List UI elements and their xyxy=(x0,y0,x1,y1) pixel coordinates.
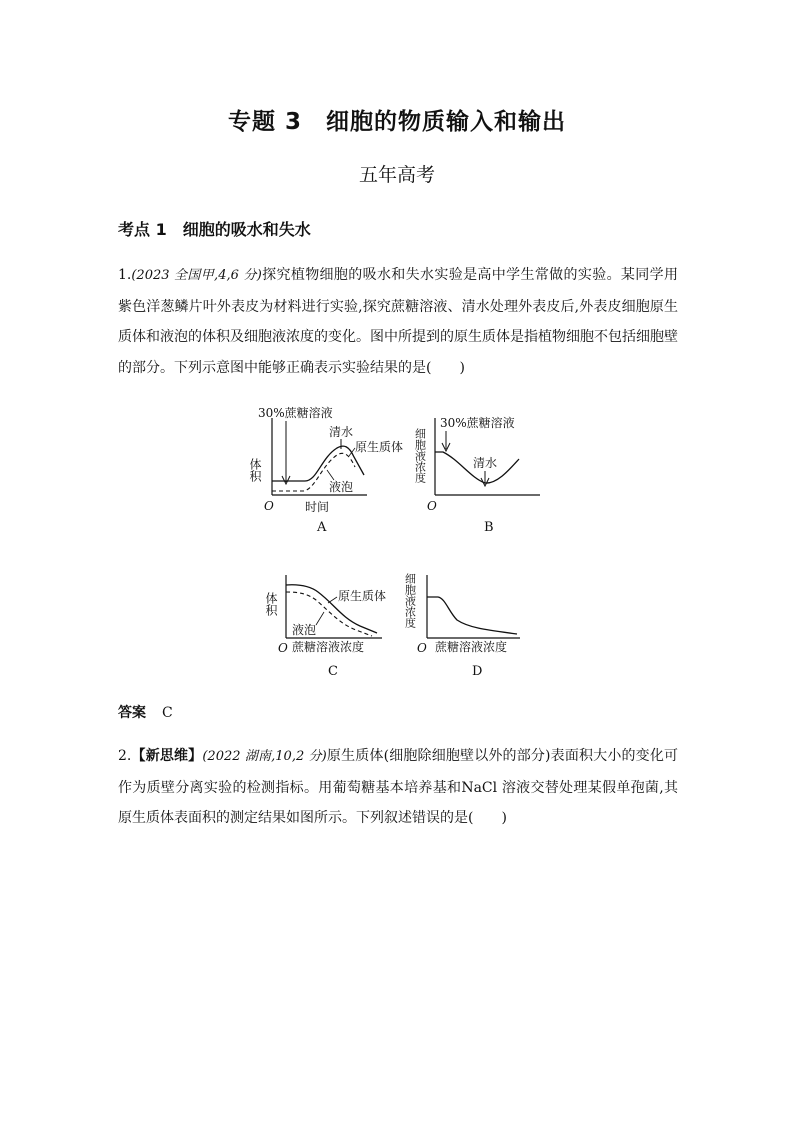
figure-b xyxy=(415,400,550,540)
figure-d-xlabel: 蔗糖溶液浓度 xyxy=(435,640,508,654)
question-2 xyxy=(118,741,678,834)
figure-b-label: B xyxy=(484,520,494,535)
figure-b-origin: O xyxy=(427,499,437,513)
figure-c-xlabel: 蔗糖溶液浓度 xyxy=(292,640,365,654)
figure-a-origin: O xyxy=(264,499,274,513)
section-heading: 考点 1 细胞的吸水和失水 xyxy=(118,220,311,239)
question-1-source: (2023 全国甲,4,6 分) xyxy=(131,268,262,283)
question-2-number: 2. xyxy=(118,748,132,764)
answer-1 xyxy=(118,702,173,722)
figure-d-label: D xyxy=(472,664,483,679)
figure-c-label: C xyxy=(328,664,338,679)
figure-a-sucrose-annotation: 30%蔗糖溶液 xyxy=(258,406,333,420)
figure-b-water-annotation: 清水 xyxy=(473,456,498,470)
figure-c-vacuole-label: 液泡 xyxy=(292,623,317,637)
question-2-tag: 【新思维】 xyxy=(131,748,203,764)
figure-c-origin: O xyxy=(278,641,288,655)
answer-1-label: 答案 xyxy=(118,705,146,721)
figure-a xyxy=(245,400,420,540)
figure-a-xlabel: 时间 xyxy=(305,500,330,514)
question-2-text: 原生质体(细胞除细胞壁以外的部分)表面积大小的变化可作为质壁分离实验的检测指标。用葡萄糖基本培养基和NaCl 溶液交替处理某假单孢菌,其原生质体表面积的测定结果如图所示。下列叙述错误的是( ) xyxy=(118,748,678,826)
question-1-text: 探究植物细胞的吸水和失水实验是高中学生常做的实验。某同学用紫色洋葱鳞片叶外表皮为材料进行实验,探究蔗糖溶液、清水处理外表皮后,外表皮细胞原生质体和液泡的体积及细胞液浓度的变化。图中所提到的原生质体是指植物细胞不包括细胞壁的部分。下列示意图中能够正确表示实验结果的是( ) xyxy=(118,267,678,376)
figure-a-label: A xyxy=(317,520,327,535)
figure-b-sucrose-annotation: 30%蔗糖溶液 xyxy=(440,416,515,430)
figure-a-ylabel: 体积 xyxy=(248,458,262,482)
figure-d xyxy=(405,570,535,682)
figure-a-vacuole-label: 液泡 xyxy=(329,480,354,494)
figure-c xyxy=(260,570,420,682)
figure-a-water-annotation: 清水 xyxy=(329,425,354,439)
question-2-source: (2022 湖南,10,2 分) xyxy=(202,749,327,764)
page-subtitle: 五年高考 xyxy=(358,164,435,186)
figure-a-protoplast-label: 原生质体 xyxy=(355,440,404,454)
figure-d-concentration-curve xyxy=(427,597,517,634)
figure-d-origin: O xyxy=(417,641,427,655)
question-1 xyxy=(118,260,678,383)
figure-d-ylabel: 细胞液浓度 xyxy=(403,573,417,628)
figure-c-protoplast-label: 原生质体 xyxy=(338,589,387,603)
question-1-number: 1. xyxy=(118,267,132,283)
figure-b-ylabel: 细胞液浓度 xyxy=(413,428,427,483)
page-title: 专题 3 细胞的物质输入和输出 xyxy=(227,109,566,135)
figure-c-ylabel: 体积 xyxy=(264,592,278,616)
answer-1-value: C xyxy=(162,705,173,721)
